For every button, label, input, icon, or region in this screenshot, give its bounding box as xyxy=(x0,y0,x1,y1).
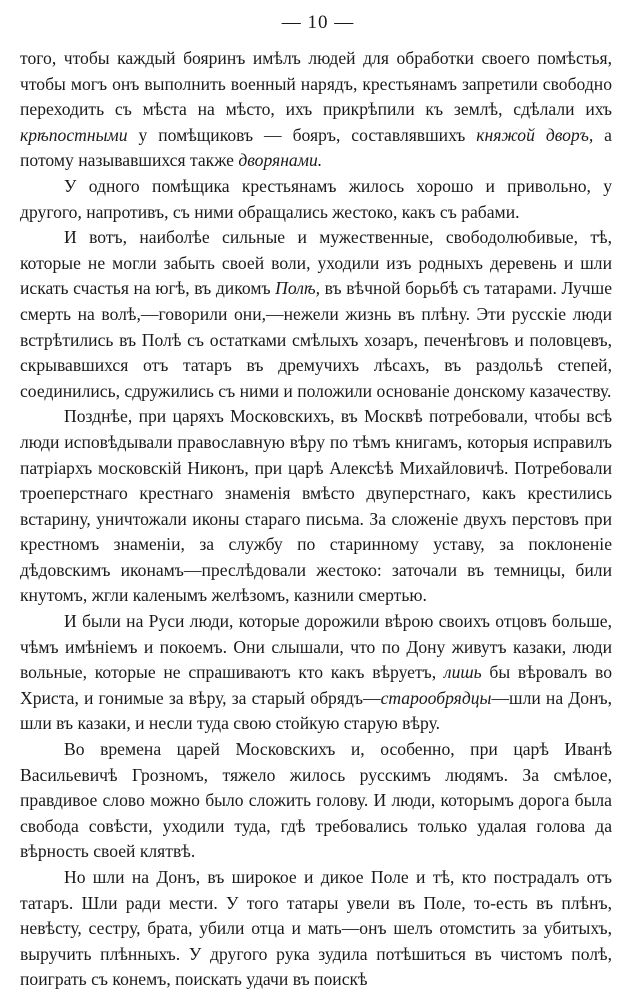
text-run: —шли на Донъ, шли въ казаки, и несли туда свою стойкую старую вѣру. xyxy=(20,687,612,734)
italic-term: дворянами. xyxy=(238,150,323,171)
text-run: Во времена царей Московскихъ и, особенно, при царѣ Иванѣ Васильевичѣ Грозномъ, тяжело жилось русскимъ людямъ. За смѣлое, правдивое слово можно было сложить голову. И люди, которымъ дорога была свобода совѣсти, уходили туда, гдѣ требовались только удалая голова да вѣрность своей клятвѣ. xyxy=(20,739,612,862)
paragraph xyxy=(20,404,612,609)
italic-term: крѣпостными xyxy=(20,124,128,145)
text-run: И вотъ, наиболѣе сильные и мужественные, свободолюбивые, тѣ, которые не могли забыть своей воли, уходили изъ родныхъ деревень и шли искать счастья на югѣ, въ дикомъ xyxy=(20,227,612,299)
text-run: И были на Руси люди, которые дорожили вѣрою своихъ отцовъ больше, чѣмъ имѣніемъ и покоемъ. Они слышали, что по Дону живутъ казаки, люди вольные, которые не спрашиваютъ кто какъ вѣруетъ, xyxy=(20,611,612,683)
text-run: бы вѣровалъ во Христа, и гонимые за вѣру, за старый обрядъ— xyxy=(20,662,612,708)
paragraph xyxy=(20,46,612,174)
italic-term: лишь xyxy=(443,662,482,683)
paragraph xyxy=(20,865,612,993)
paragraph xyxy=(20,609,612,737)
text-run: У одного помѣщика крестьянамъ жилось хорошо и привольно, у другого, напротивъ, съ ними обращались жестоко, какъ съ рабами. xyxy=(20,175,612,222)
text-run: а потому называвшихся также xyxy=(20,124,612,171)
text-run: того, чтобы каждый бояринъ имѣлъ людей для обработки своего помѣстья, чтобы могъ онъ выполнить военный нарядъ, крестьянамъ запретили свободно переходить съ мѣста на мѣсто, ихъ прикрѣпили къ землѣ, сдѣлали ихъ xyxy=(20,48,612,120)
page-number: — 10 — xyxy=(281,12,355,33)
italic-term: старообрядцы xyxy=(380,687,492,708)
text-run: у помѣщиковъ — бояръ, составлявшихъ xyxy=(127,124,477,145)
text-run: Но шли на Донъ, въ широкое и дикое Поле и тѣ, кто пострадалъ отъ татаръ. Шли ради мести. У того татары увели въ Поле, то-есть въ плѣнъ, невѣсту, сестру, брата, убили отца и мать—онъ шелъ отомстить за убитыхъ, выручить плѣнныхъ. У другого рука зудила потѣшиться въ чистомъ полѣ, поиграть съ конемъ, поискать удачи въ поискѣ xyxy=(20,867,612,990)
italic-term: Полѣ, xyxy=(275,278,321,299)
paragraph xyxy=(20,737,612,865)
paragraph xyxy=(20,225,612,404)
text-run: въ вѣчной борьбѣ съ татарами. Лучше смерть на волѣ,—говорили они,—нежели жизнь въ плѣну. Эти русскіе люди встрѣтились въ Полѣ съ остатками смѣлыхъ хозаръ, печенѣговъ и половцевъ, скрывавшихся отъ татаръ въ дремучихъ лѣсахъ, въ раздольѣ степей, соединились, сдружились съ ними и положили основаніе донскому казачеству. xyxy=(20,278,612,401)
italic-term: княжой дворъ, xyxy=(476,124,594,145)
text-run: Позднѣе, при царяхъ Московскихъ, въ Москвѣ потребовали, чтобы всѣ люди исповѣдывали православную вѣру по тѣмъ книгамъ, которыя исправилъ патріархъ московскій Никонъ, при царѣ Алексѣѣ Михайловичѣ. Потребовали троеперстнаго крестнаго знаменія вмѣсто двуперстнаго, какъ крестились встарину, уничтожали иконы стараго письма. За сложеніе двухъ перстовъ при крестномъ знаменіи, за службу по старинному уставу, за поклоненіе дѣдовскимъ иконамъ—преслѣдовали жестоко: заточали въ темницы, били кнутомъ, жгли каленымъ желѣзомъ, казнили смертью. xyxy=(20,406,612,606)
paragraph xyxy=(20,174,612,225)
page-text xyxy=(20,46,612,993)
